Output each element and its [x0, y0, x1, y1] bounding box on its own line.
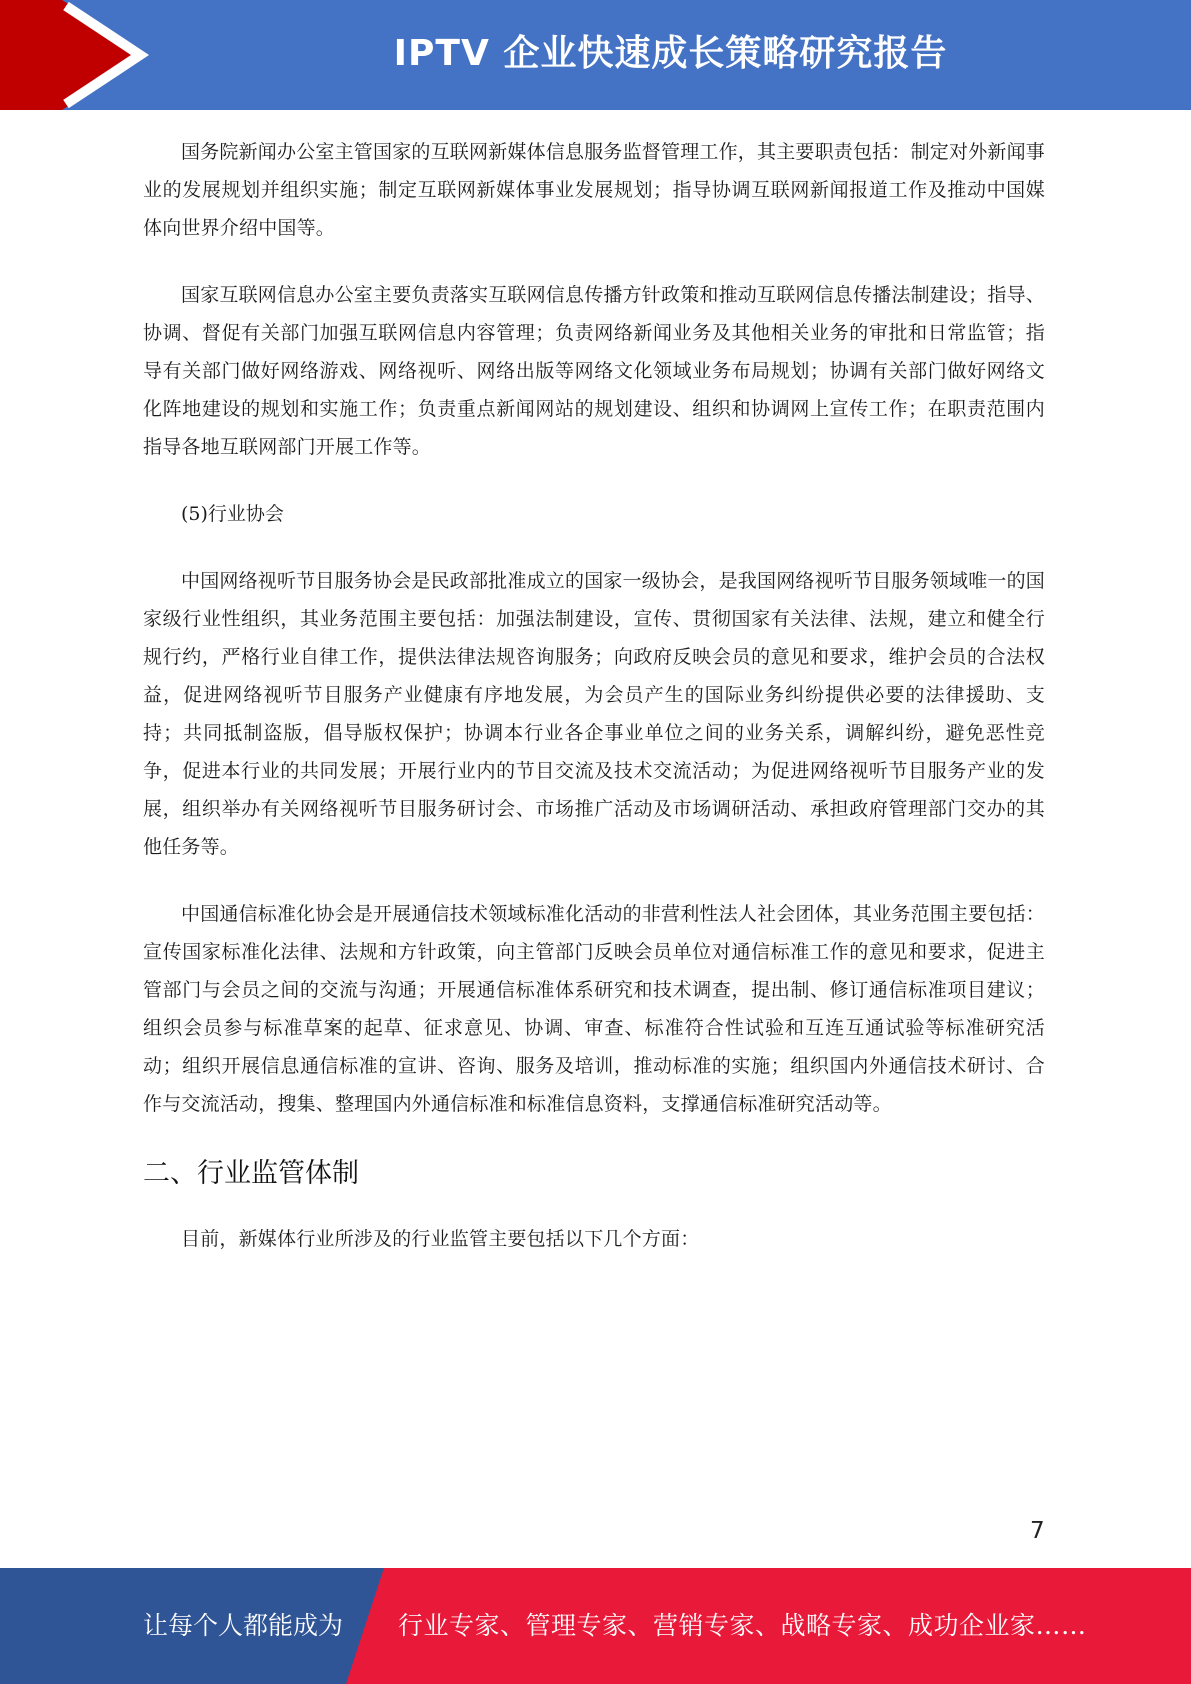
paragraph-state-council-info-office: 国务院新闻办公室主管国家的互联网新媒体信息服务监督管理工作，其主要职责包括：制定对外新闻事业的发展规划并组织实施；制定互联网新媒体事业发展规划；指导协调互联网新闻报道工作及推动中国媒体向世界介绍中国等。	[143, 141, 1046, 239]
paragraph-regulation-intro: 目前，新媒体行业所涉及的行业监管主要包括以下几个方面：	[181, 1228, 700, 1250]
footer-slogan-right: 行业专家、管理专家、营销专家、战略专家、成功企业家……	[398, 1611, 1087, 1640]
paragraph-ccsa: 中国通信标准化协会是开展通信技术领域标准化活动的非营利性法人社会团体，其业务范围主要包括：宣传国家标准化法律、法规和方针政策，向主管部门反映会员单位对通信标准工作的意见和要求，促进主管部门与会员之间的交流与沟通；开展通信标准体系研究和技术调查，提出制、修订通信标准项目建议；组织会员参与标准草案的起草、征求意见、协调、审查、标准符合性试验和互连互通试验等标准研究活动；组织开展信息通信标准的宣讲、咨询、服务及培训，推动标准的实施；组织国内外通信技术研讨、合作与交流活动，搜集、整理国内外通信标准和标准信息资料，支撑通信标准研究活动等。	[143, 903, 1046, 1115]
page-footer	[0, 1568, 1191, 1684]
page-content	[143, 133, 1045, 1287]
page-header	[0, 0, 1191, 110]
paragraph-internet-info-office: 国家互联网信息办公室主要负责落实互联网信息传播方针政策和推动互联网信息传播法制建设；指导、协调、督促有关部门加强互联网信息内容管理；负责网络新闻业务及其他相关业务的审批和日常监管；指导有关部门做好网络游戏、网络视听、网络出版等网络文化领域业务布局规划；协调有关部门做好网络文化阵地建设的规划和实施工作；负责重点新闻网站的规划建设、组织和协调网上宣传工作；在职责范围内指导各地互联网部门开展工作等。	[143, 284, 1046, 458]
subheading-industry-associations: (5)行业协会	[181, 503, 284, 525]
page-number: 7	[1030, 1518, 1045, 1544]
red-arrow-logo-icon	[0, 0, 160, 110]
section-heading-regulatory-system: 二、行业监管体制	[143, 1158, 359, 1189]
footer-slogan-left: 让每个人都能成为	[143, 1611, 344, 1640]
report-title: IPTV 企业快速成长策略研究报告	[393, 33, 948, 74]
paragraph-av-service-association: 中国网络视听节目服务协会是民政部批准成立的国家一级协会，是我国网络视听节目服务领域唯一的国家级行业性组织，其业务范围主要包括：加强法制建设，宣传、贯彻国家有关法律、法规，建立和健全行规行约，严格行业自律工作，提供法律法规咨询服务；向政府反映会员的意见和要求，维护会员的合法权益，促进网络视听节目服务产业健康有序地发展，为会员产生的国际业务纠纷提供必要的法律援助、支持；共同抵制盗版，倡导版权保护；协调本行业各企事业单位之间的业务关系，调解纠纷，避免恶性竞争，促进本行业的共同发展；开展行业内的节目交流及技术交流活动；为促进网络视听节目服务产业的发展，组织举办有关网络视听节目服务研讨会、市场推广活动及市场调研活动、承担政府管理部门交办的其他任务等。	[143, 570, 1046, 858]
